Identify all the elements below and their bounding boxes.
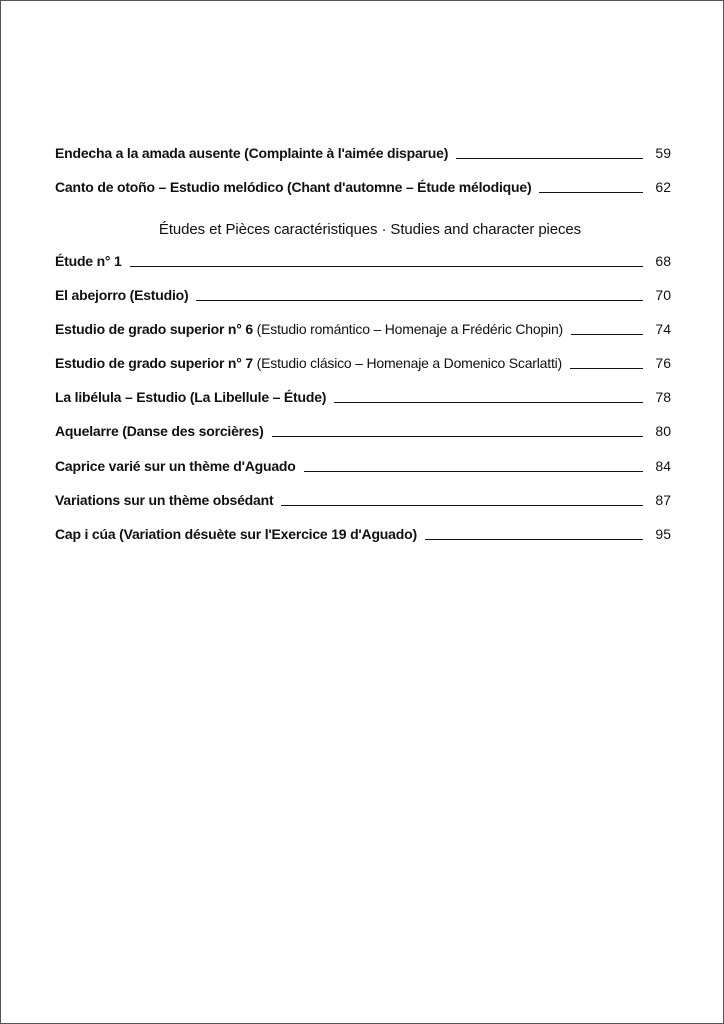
toc-page-number: 62 — [655, 179, 671, 195]
toc-entry-title: Aquelarre (Danse des sorcières) — [55, 423, 264, 439]
toc-page-number: 74 — [655, 321, 671, 337]
toc-entry-main-title: Estudio de grado superior n° 7 — [55, 355, 253, 371]
toc-entry[interactable] — [55, 139, 671, 161]
toc-leader-line — [196, 300, 643, 301]
toc-leader-line — [130, 266, 643, 267]
toc-entry-title: Étude n° 1 — [55, 253, 122, 269]
toc-entry[interactable] — [55, 417, 671, 439]
toc-entry[interactable] — [55, 247, 671, 269]
section-heading: Études et Pièces caractéristiques · Studies and character pieces — [158, 221, 582, 238]
toc-leader-line — [539, 192, 643, 193]
toc-leader-line — [304, 471, 643, 472]
toc-page-number: 84 — [655, 458, 671, 474]
toc-leader-line — [334, 402, 643, 403]
toc-entry[interactable] — [55, 452, 671, 474]
toc-entry-title — [55, 321, 563, 337]
toc-page-number: 87 — [655, 492, 671, 508]
toc-entry-title: Endecha a la amada ausente (Complainte à l'aimée disparue) — [55, 145, 449, 161]
toc-entry[interactable] — [55, 315, 671, 337]
toc-entry-subtitle: (Estudio romántico – Homenaje a Frédéric Chopin) — [256, 321, 563, 337]
toc-entry-title: Canto de otoño – Estudio melódico (Chant d'automne – Étude mélodique) — [55, 179, 532, 195]
toc-entry-title: Cap i cúa (Variation désuète sur l'Exercice 19 d'Aguado) — [55, 526, 417, 542]
toc-page-number: 59 — [655, 145, 671, 161]
toc-entry[interactable] — [55, 520, 671, 542]
toc-page-number: 76 — [655, 355, 671, 371]
toc-page-number: 78 — [655, 389, 671, 405]
toc-page-number: 95 — [655, 526, 671, 542]
toc-entry[interactable] — [55, 383, 671, 405]
toc-entry-title: Caprice varié sur un thème d'Aguado — [55, 458, 296, 474]
toc-entry-title — [55, 355, 562, 371]
toc-entry-title: Variations sur un thème obsédant — [55, 492, 274, 508]
toc-leader-line — [425, 539, 643, 540]
toc-leader-line — [571, 334, 643, 335]
toc-page-number: 68 — [655, 253, 671, 269]
toc-leader-line — [456, 158, 643, 159]
toc-entry-subtitle: (Estudio clásico – Homenaje a Domenico Scarlatti) — [256, 355, 563, 371]
toc-entry-title: La libélula – Estudio (La Libellule – Étude) — [55, 389, 327, 405]
toc-leader-line — [272, 436, 643, 437]
toc-entry[interactable] — [55, 349, 671, 371]
toc-entry[interactable] — [55, 173, 671, 195]
toc-entry[interactable] — [55, 486, 671, 508]
toc-page-number: 70 — [655, 287, 671, 303]
toc-entry[interactable] — [55, 281, 671, 303]
toc-page-number: 80 — [655, 423, 671, 439]
toc-entry-title: El abejorro (Estudio) — [55, 287, 189, 303]
toc-entry-main-title: Estudio de grado superior n° 6 — [55, 321, 253, 337]
toc-leader-line — [570, 368, 643, 369]
table-of-contents — [55, 139, 671, 542]
toc-leader-line — [281, 505, 643, 506]
